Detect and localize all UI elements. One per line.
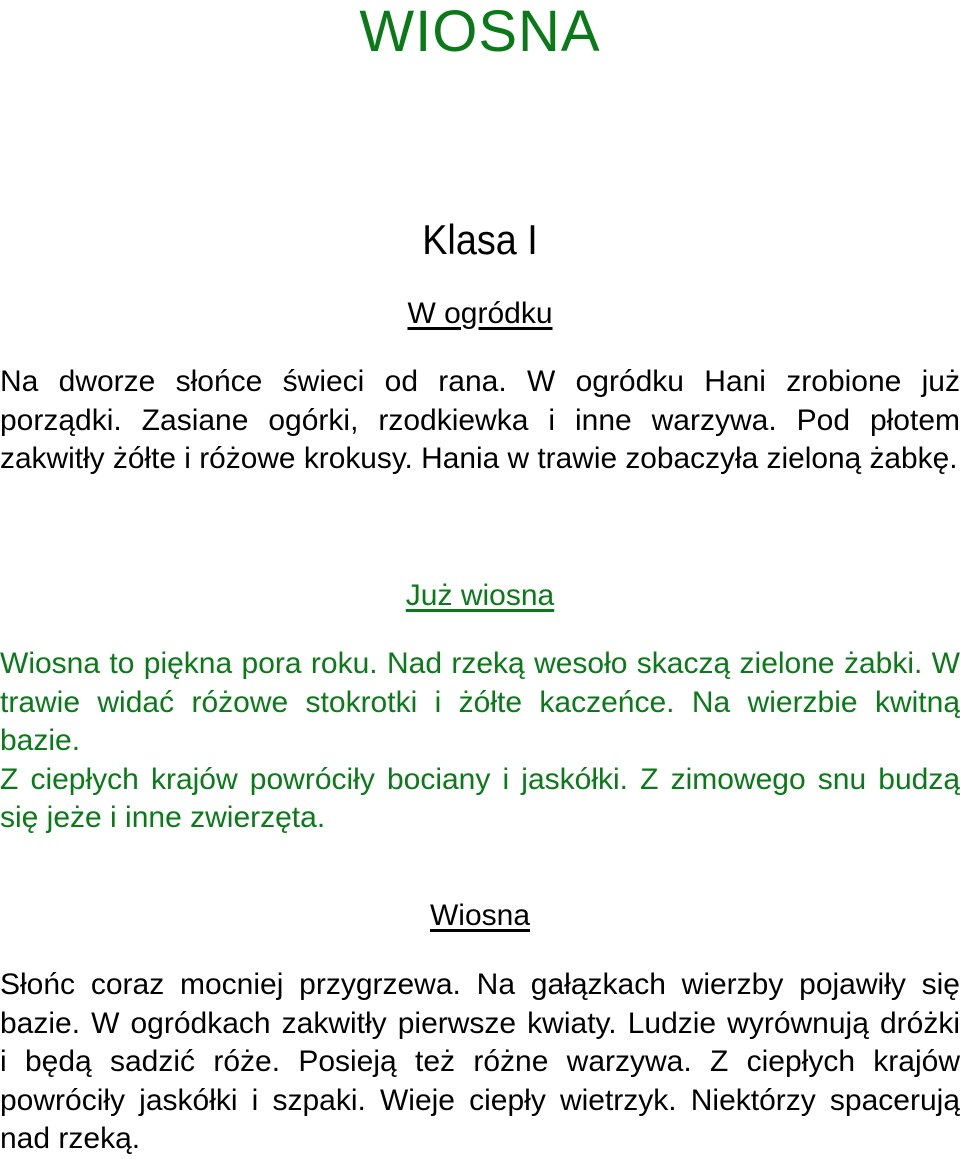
text-line: trawie widać różowe stokrotki i żółte kaczeńce. Na wierzbie kwitną bazie. — [0, 685, 960, 757]
text-line: Wiosna to piękna pora roku. Nad rzeką wesoło skaczą zielone żabki. W — [0, 647, 960, 680]
text-line: powróciły jaskółki i szpaki. Wieje ciepły wietrzyk. Niektórzy spacerują — [0, 1083, 960, 1117]
paragraph-juz-wiosna — [0, 645, 960, 838]
text-line: bazie. W ogródkach zakwitły pierwsze kwiaty. Ludzie wyrównują dróżki — [0, 1006, 960, 1040]
paragraph-w-ogrodku — [0, 363, 960, 479]
text-line: Z ciepłych krajów powróciły bociany i jaskółki. Z zimowego snu budzą — [0, 762, 960, 796]
section-title-wiosna: Wiosna — [429, 899, 531, 932]
paragraph-wiosna — [0, 966, 960, 1159]
section-title-juz-wiosna: Już wiosna — [405, 579, 555, 612]
text-line: Słońc coraz mocniej przygrzewa. Na gałązkach wierzby pojawiły się — [0, 968, 960, 1001]
class-heading: Klasa I — [422, 216, 538, 263]
text-line: i będą sadzić róże. Posieją też różne warzywa. Z ciepłych krajów — [0, 1045, 960, 1078]
text-line: się jeże i inne zwierzęta. — [0, 801, 326, 834]
section-title-w-ogrodku: W ogródku — [407, 297, 553, 330]
page-title: WIOSNA — [359, 0, 601, 64]
text-line: porządki. Zasiane ogórki, rzodkiewka i inne warzywa. Pod płotem — [0, 403, 960, 437]
text-line: nad rzeką. — [0, 1122, 141, 1155]
text-line: zakwitły żółte i różowe krokusy. Hania w trawie zobaczyła zieloną żabkę. — [0, 442, 958, 475]
text-line: Na dworze słońce świeci od rana. W ogródku Hani zrobione już — [0, 365, 960, 398]
